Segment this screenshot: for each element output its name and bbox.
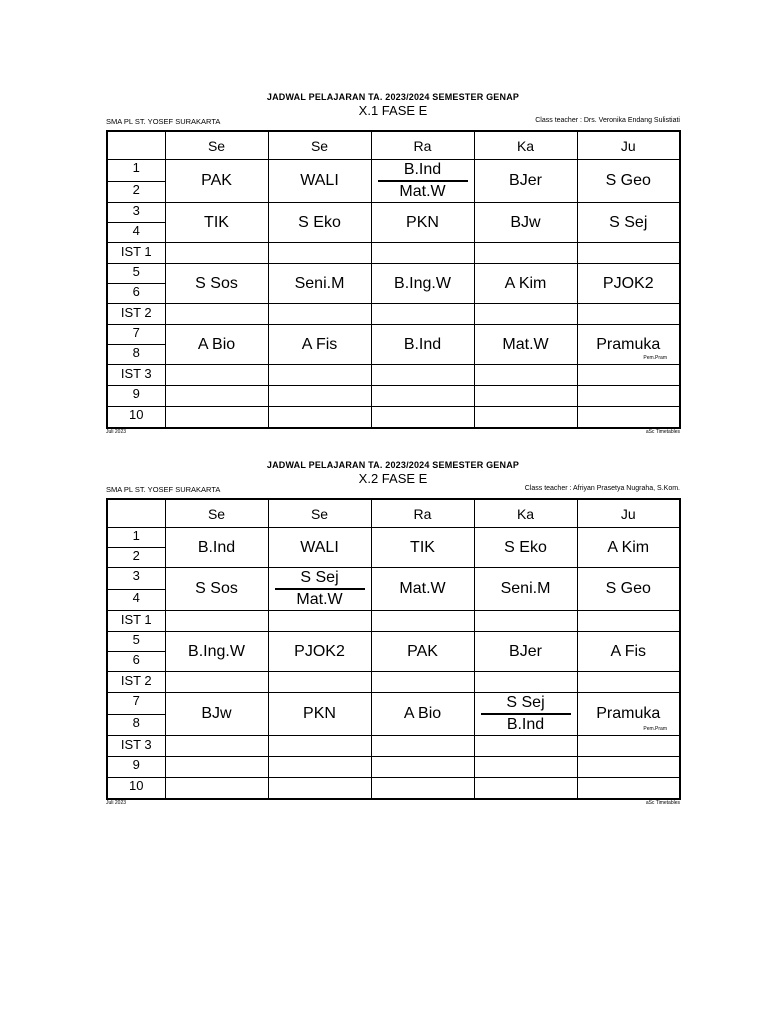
subject-note: Pem.Pram [643, 355, 667, 361]
empty-cell [165, 611, 268, 632]
subject-cell: S Geo [577, 160, 680, 203]
period-label: 9 [107, 757, 165, 778]
empty-cell [165, 672, 268, 693]
corner-cell [107, 499, 165, 528]
period-label: 1 [107, 160, 165, 182]
timetable-x2 [106, 460, 680, 810]
subject-cell: Seni.M [474, 568, 577, 611]
empty-cell [474, 304, 577, 325]
class-name: X.1 FASE E [358, 103, 428, 118]
period-label: 7 [107, 325, 165, 345]
class-teacher: Class teacher : Afriyan Prasetya Nugraha, S.Kom. [524, 485, 680, 492]
day-header: Ka [474, 499, 577, 528]
footer-software: aSc Timetables [645, 429, 680, 435]
day-header: Ju [577, 131, 680, 160]
period-label: 9 [107, 386, 165, 407]
subject-cell: S Sos [165, 568, 268, 611]
subject-cell: S Geo [577, 568, 680, 611]
empty-cell [371, 243, 474, 264]
period-label: 7 [107, 693, 165, 715]
empty-cell [371, 757, 474, 778]
break-label: IST 2 [107, 672, 165, 693]
subject-cell: A Bio [371, 693, 474, 736]
schedule-grid [106, 498, 681, 800]
period-label: 5 [107, 264, 165, 284]
empty-cell [165, 386, 268, 407]
subject-cell: PKN [268, 693, 371, 736]
timetable-header [106, 92, 680, 130]
split-subject-cell [268, 568, 371, 611]
subject-cell: A Kim [577, 528, 680, 568]
period-label: 6 [107, 652, 165, 672]
empty-cell [474, 672, 577, 693]
empty-cell [577, 365, 680, 386]
empty-cell [268, 243, 371, 264]
empty-cell [371, 407, 474, 429]
empty-cell [577, 611, 680, 632]
break-label: IST 1 [107, 243, 165, 264]
empty-cell [165, 365, 268, 386]
subject-cell: TIK [371, 528, 474, 568]
day-header: Se [268, 499, 371, 528]
subject-cell: PJOK2 [268, 632, 371, 672]
empty-cell [577, 736, 680, 757]
empty-cell [474, 386, 577, 407]
empty-cell [268, 365, 371, 386]
subject-bottom: B.Ind [506, 716, 545, 733]
day-header: Ra [371, 499, 474, 528]
class-teacher: Class teacher : Drs. Veronika Endang Sulistiati [535, 117, 680, 124]
subject-cell: WALI [268, 528, 371, 568]
subject-cell: B.Ing.W [165, 632, 268, 672]
day-header-row [107, 131, 680, 160]
subject-cell: Seni.M [268, 264, 371, 304]
split-subject-cell [371, 160, 474, 203]
subject-cell: Mat.W [474, 325, 577, 365]
break-label: IST 2 [107, 304, 165, 325]
empty-cell [474, 778, 577, 800]
empty-cell [371, 736, 474, 757]
class-name: X.2 FASE E [358, 471, 428, 486]
timetable-x1 [106, 92, 680, 439]
subject-bottom: Mat.W [399, 183, 446, 200]
subject-cell: Mat.W [371, 568, 474, 611]
day-header: Se [268, 131, 371, 160]
subject-cell: Pramuka Pem.Pram [577, 325, 680, 365]
subject-cell: TIK [165, 203, 268, 243]
empty-cell [165, 757, 268, 778]
empty-cell [577, 757, 680, 778]
period-label: 10 [107, 407, 165, 429]
subject-cell: PJOK2 [577, 264, 680, 304]
subject-cell: PAK [165, 160, 268, 203]
timetable-header [106, 460, 680, 498]
subject-cell: PAK [371, 632, 474, 672]
footer-date: Juli 2023 [106, 429, 127, 435]
empty-cell [474, 757, 577, 778]
empty-cell [268, 778, 371, 800]
school-name: SMA PL ST. YOSEF SURAKARTA [106, 117, 221, 126]
empty-cell [371, 365, 474, 386]
empty-cell [577, 304, 680, 325]
subject-cell: A Fis [268, 325, 371, 365]
subject-top: S Sej [275, 568, 365, 590]
period-label: 3 [107, 203, 165, 223]
period-label: 3 [107, 568, 165, 590]
subject-cell: BJw [165, 693, 268, 736]
period-label: 8 [107, 714, 165, 736]
break-label: IST 3 [107, 736, 165, 757]
empty-cell [577, 407, 680, 429]
day-header: Ka [474, 131, 577, 160]
subject-note: Pem.Pram [643, 726, 667, 732]
empty-cell [577, 672, 680, 693]
period-label: 10 [107, 778, 165, 800]
day-header: Se [165, 131, 268, 160]
subject-cell: S Eko [474, 528, 577, 568]
subject-cell: BJer [474, 632, 577, 672]
empty-cell [371, 304, 474, 325]
empty-cell [268, 611, 371, 632]
subject-cell: S Sos [165, 264, 268, 304]
subject-bottom: Mat.W [296, 591, 343, 608]
empty-cell [268, 386, 371, 407]
period-label: 4 [107, 223, 165, 243]
timetable-title: JADWAL PELAJARAN TA. 2023/2024 SEMESTER GENAP [266, 460, 520, 470]
subject-cell: A Bio [165, 325, 268, 365]
subject-cell: A Fis [577, 632, 680, 672]
empty-cell [165, 243, 268, 264]
empty-cell [371, 778, 474, 800]
day-header: Ra [371, 131, 474, 160]
subject-cell: Pramuka Pem.Pram [577, 693, 680, 736]
period-label: 4 [107, 589, 165, 611]
empty-cell [165, 736, 268, 757]
period-label: 1 [107, 528, 165, 548]
period-label: 8 [107, 345, 165, 365]
period-label: 2 [107, 548, 165, 568]
subject-top: B.Ind [378, 160, 468, 182]
empty-cell [165, 304, 268, 325]
subject-cell: WALI [268, 160, 371, 203]
empty-cell [577, 778, 680, 800]
subject-top: S Sej [481, 693, 571, 715]
subject-cell: S Eko [268, 203, 371, 243]
subject-cell: B.Ind [165, 528, 268, 568]
subject-cell: A Kim [474, 264, 577, 304]
timetable-title: JADWAL PELAJARAN TA. 2023/2024 SEMESTER GENAP [266, 92, 520, 102]
empty-cell [577, 386, 680, 407]
footer-date: Juli 2023 [106, 800, 127, 806]
empty-cell [268, 736, 371, 757]
empty-cell [268, 304, 371, 325]
corner-cell [107, 131, 165, 160]
empty-cell [165, 778, 268, 800]
split-subject-cell [474, 693, 577, 736]
empty-cell [474, 611, 577, 632]
empty-cell [474, 365, 577, 386]
schedule-grid [106, 130, 681, 429]
timetable-footer [106, 429, 680, 439]
empty-cell [474, 407, 577, 429]
period-label: 6 [107, 284, 165, 304]
footer-software: aSc Timetables [645, 800, 680, 806]
day-header: Se [165, 499, 268, 528]
timetable-footer [106, 800, 680, 810]
empty-cell [474, 736, 577, 757]
subject-cell: BJer [474, 160, 577, 203]
empty-cell [371, 672, 474, 693]
break-label: IST 1 [107, 611, 165, 632]
empty-cell [268, 672, 371, 693]
period-label: 5 [107, 632, 165, 652]
empty-cell [268, 757, 371, 778]
day-header-row [107, 499, 680, 528]
subject-cell: B.Ind [371, 325, 474, 365]
empty-cell [371, 386, 474, 407]
subject-cell: PKN [371, 203, 474, 243]
period-label: 2 [107, 181, 165, 203]
empty-cell [474, 243, 577, 264]
subject-cell: S Sej [577, 203, 680, 243]
empty-cell [371, 611, 474, 632]
empty-cell [165, 407, 268, 429]
break-label: IST 3 [107, 365, 165, 386]
school-name: SMA PL ST. YOSEF SURAKARTA [106, 485, 221, 494]
subject-cell: BJw [474, 203, 577, 243]
subject-cell: B.Ing.W [371, 264, 474, 304]
empty-cell [268, 407, 371, 429]
day-header: Ju [577, 499, 680, 528]
empty-cell [577, 243, 680, 264]
